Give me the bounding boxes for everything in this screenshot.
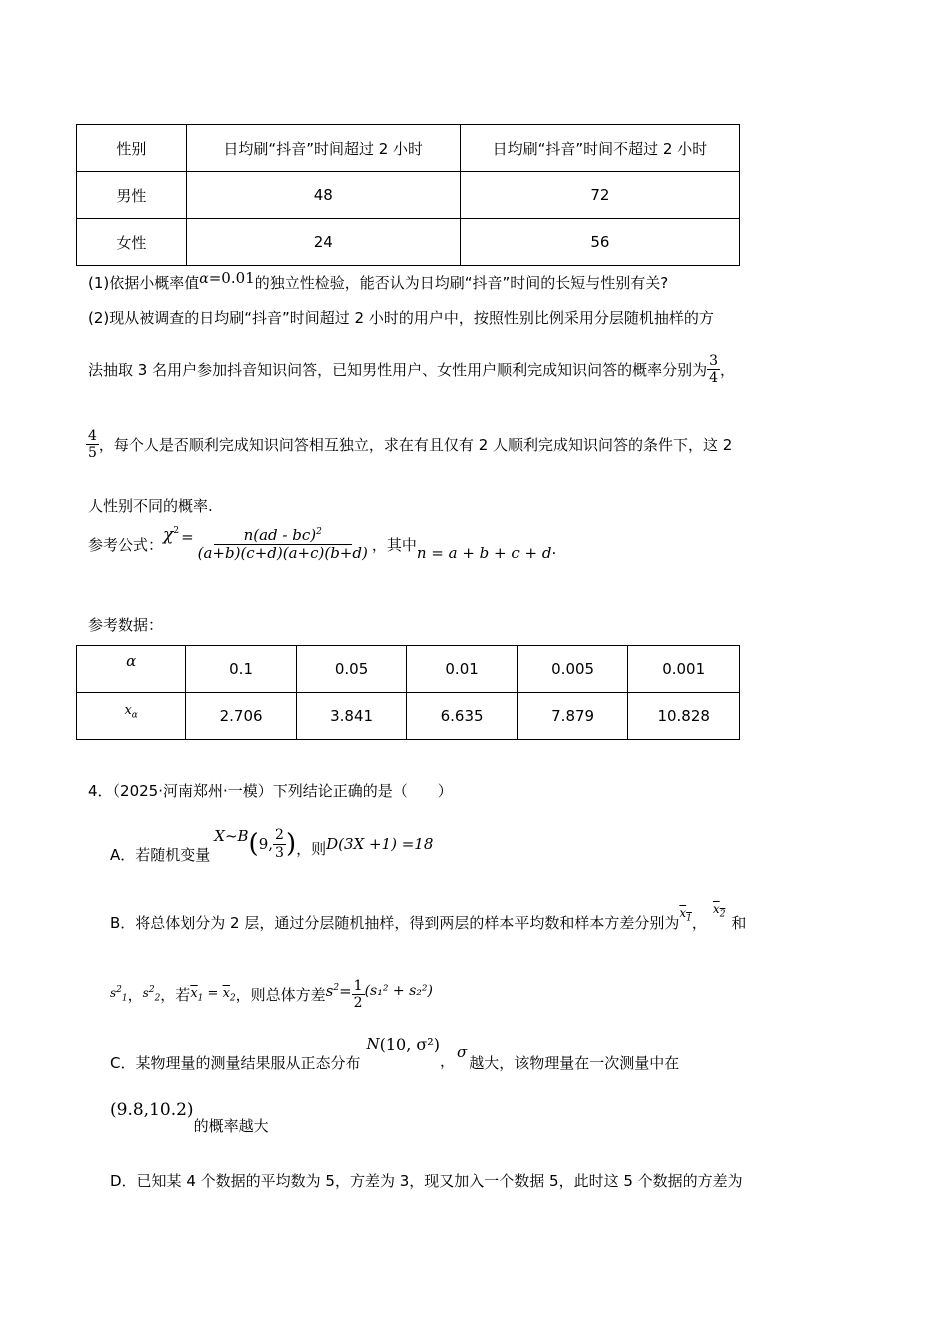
s1-squared xyxy=(110,985,128,1003)
normal-dist-params: (10, σ²) xyxy=(379,1034,440,1054)
table-cell: 7.879 xyxy=(517,693,628,740)
table-cell: 女性 xyxy=(77,219,187,266)
interval: (9.8,10.2) xyxy=(110,1099,194,1120)
s2-squared xyxy=(143,985,161,1003)
table1-header-gender: 性别 xyxy=(77,125,187,172)
option-c-rest: 越大，该物理量在一次测量中在 xyxy=(469,1053,680,1072)
reference-formula xyxy=(88,524,557,563)
formula-end: . xyxy=(551,539,557,558)
variance-expression: D(3X +1) =18 xyxy=(326,835,434,853)
numerator-text: n(ad - bc) xyxy=(243,526,317,544)
half-fraction xyxy=(352,978,365,1011)
x1-subscript: 1 xyxy=(686,913,692,923)
formula-equals: = xyxy=(181,527,194,546)
table-cell: 56 xyxy=(460,219,739,266)
cond-x1-sub: 1 xyxy=(197,993,204,1004)
paren-close: ) xyxy=(285,829,297,859)
question-2-line3 xyxy=(86,428,732,461)
variance-sum: (s₁² + s₂²) xyxy=(364,982,433,999)
table-row xyxy=(77,646,740,693)
table-cell: 24 xyxy=(186,219,460,266)
table-cell: 0.01 xyxy=(407,646,518,693)
formula-middle: ，其中 xyxy=(371,536,417,555)
paren-open: ( xyxy=(248,829,259,859)
option-b-line2 xyxy=(110,978,433,1011)
critical-value-table xyxy=(76,645,740,740)
formula-numerator xyxy=(214,527,352,545)
fraction-four-fifths xyxy=(86,428,99,461)
table-cell: 48 xyxy=(186,172,460,219)
x-subscript: α xyxy=(131,710,138,721)
s1-symbol: s xyxy=(110,986,117,1001)
option-a xyxy=(110,812,433,876)
means-equal-condition xyxy=(190,986,235,1004)
chi-symbol: χ xyxy=(163,524,174,545)
s2-sup: 2 xyxy=(148,985,155,996)
formula-label: 参考公式： xyxy=(88,536,164,555)
x2-bar xyxy=(713,902,726,919)
cond-equals: = xyxy=(203,985,223,1001)
x1-bar xyxy=(679,906,692,923)
table-cell: 男性 xyxy=(77,172,187,219)
option-b-line1 xyxy=(110,901,747,933)
table-row xyxy=(77,219,740,266)
chi-superscript: 2 xyxy=(173,525,180,536)
alpha-row-head: α xyxy=(77,646,186,693)
option-b-then: ，则总体方差 xyxy=(235,986,326,1005)
table-cell: 0.005 xyxy=(517,646,628,693)
question-2-line2 xyxy=(88,353,735,386)
table-cell: 72 xyxy=(460,172,739,219)
table-cell: 2.706 xyxy=(186,693,297,740)
fraction-denominator: 3 xyxy=(275,844,284,861)
s1-sub: 1 xyxy=(121,993,128,1004)
fraction-numerator: 1 xyxy=(353,978,363,994)
option-c-tail: 的概率越大 xyxy=(193,1117,269,1135)
x-alpha-row-head xyxy=(77,693,186,740)
formula-denominator: (a+b)(c+d)(a+c)(b+d) xyxy=(197,544,368,563)
table1-header-under2h: 日均刷“抖音”时间不超过 2 小时 xyxy=(460,125,739,172)
s1-sup: 2 xyxy=(116,985,122,996)
table1-header-over2h: 日均刷“抖音”时间超过 2 小时 xyxy=(186,125,460,172)
table-cell: 3.841 xyxy=(296,693,407,740)
option-b-sep: ， xyxy=(127,986,143,1005)
option-a-then: ，则 xyxy=(296,839,327,858)
fraction-numerator: 4 xyxy=(88,428,97,444)
total-variance xyxy=(326,982,339,1000)
option-c-line1 xyxy=(110,1030,679,1078)
cond-x2: $\overline{x}$ xyxy=(222,985,230,1001)
table-cell: 0.05 xyxy=(296,646,407,693)
fraction-denominator: 5 xyxy=(88,445,97,462)
cond-x2-sub: 2 xyxy=(229,993,236,1004)
s-sup: 2 xyxy=(333,982,340,993)
option-c-line2 xyxy=(110,1099,269,1135)
table-row xyxy=(77,172,740,219)
option-b-comma: ， xyxy=(691,914,707,932)
fraction-denominator: 2 xyxy=(353,995,363,1012)
question-1 xyxy=(88,269,669,293)
x1-symbol: x xyxy=(679,905,687,920)
table-cell: 0.1 xyxy=(186,646,297,693)
question-2-line4: 人性别不同的概率. xyxy=(88,497,213,515)
option-b-and: 和 xyxy=(731,914,747,932)
n-definition: n = a + b + c + d xyxy=(416,543,552,562)
table-cell: 10.828 xyxy=(628,693,740,740)
variance-equals: = xyxy=(339,981,352,1000)
s-symbol: s xyxy=(325,981,334,1000)
q1-suffix: 的独立性检验，能否认为日均刷“抖音”时间的长短与性别有关? xyxy=(254,274,669,292)
option-c-comma: ， xyxy=(439,1051,455,1070)
question-4-stem: 4．（2025·河南郑州·一模）下列结论正确的是（ ） xyxy=(88,782,453,800)
fraction-numerator: 3 xyxy=(709,353,719,369)
fraction-denominator: 4 xyxy=(709,370,719,387)
alpha-symbol: α xyxy=(199,271,209,287)
sigma-symbol: σ xyxy=(456,1043,468,1061)
gender-time-table xyxy=(76,124,740,266)
s2-sub: 2 xyxy=(154,993,161,1004)
question-2-line1: (2)现从被调查的日均刷“抖音”时间超过 2 小时的用户中，按照性别比例采用分层随机抽样的方 xyxy=(88,309,714,327)
option-b-if: ，若 xyxy=(160,986,191,1005)
s2-symbol: s xyxy=(142,986,149,1001)
binomial-p-fraction xyxy=(273,827,286,860)
reference-data-label: 参考数据： xyxy=(88,616,164,634)
cond-x1: $\overline{x}$ xyxy=(190,985,198,1001)
q2-comma: ， xyxy=(720,361,736,380)
chi-square-fraction xyxy=(196,527,370,563)
option-d: D．已知某 4 个数据的平均数为 5，方差为 3，现又加入一个数据 5，此时这 5 个数据的方差为 xyxy=(110,1172,743,1190)
fraction-three-quarters xyxy=(707,353,720,386)
binomial-symbol: ~B xyxy=(224,827,249,845)
option-c-label: C．某物理量的测量结果服从正态分布 xyxy=(110,1053,361,1072)
x-symbol: x xyxy=(124,703,132,718)
table-row xyxy=(77,693,740,740)
q1-prefix: (1)依据小概率值 xyxy=(88,274,200,292)
x2-subscript: 2 xyxy=(719,909,726,919)
x2-symbol: x xyxy=(712,901,720,916)
option-b-text: B．将总体划分为 2 层，通过分层随机抽样，得到两层的样本平均数和样本方差分别为 xyxy=(110,914,680,932)
table-cell: 0.001 xyxy=(628,646,740,693)
numerator-sup: 2 xyxy=(316,527,322,537)
binomial-n: 9, xyxy=(258,835,274,853)
fraction-numerator: 2 xyxy=(275,827,284,844)
random-variable-x: X xyxy=(214,827,225,845)
alpha-value: =0.01 xyxy=(208,269,255,287)
q2-line2-text: 法抽取 3 名用户参加抖音知识问答，已知男性用户、女性用户顺利完成知识问答的概率分别为 xyxy=(88,361,708,380)
q2-line3-text: ，每个人是否顺利完成知识问答相互独立，求在有且仅有 2 人顺利完成知识问答的条件下，这 2 xyxy=(98,436,733,455)
table-cell: 6.635 xyxy=(407,693,518,740)
normal-dist-N: N xyxy=(366,1035,380,1053)
option-a-label: A．若随机变量 xyxy=(110,845,211,864)
